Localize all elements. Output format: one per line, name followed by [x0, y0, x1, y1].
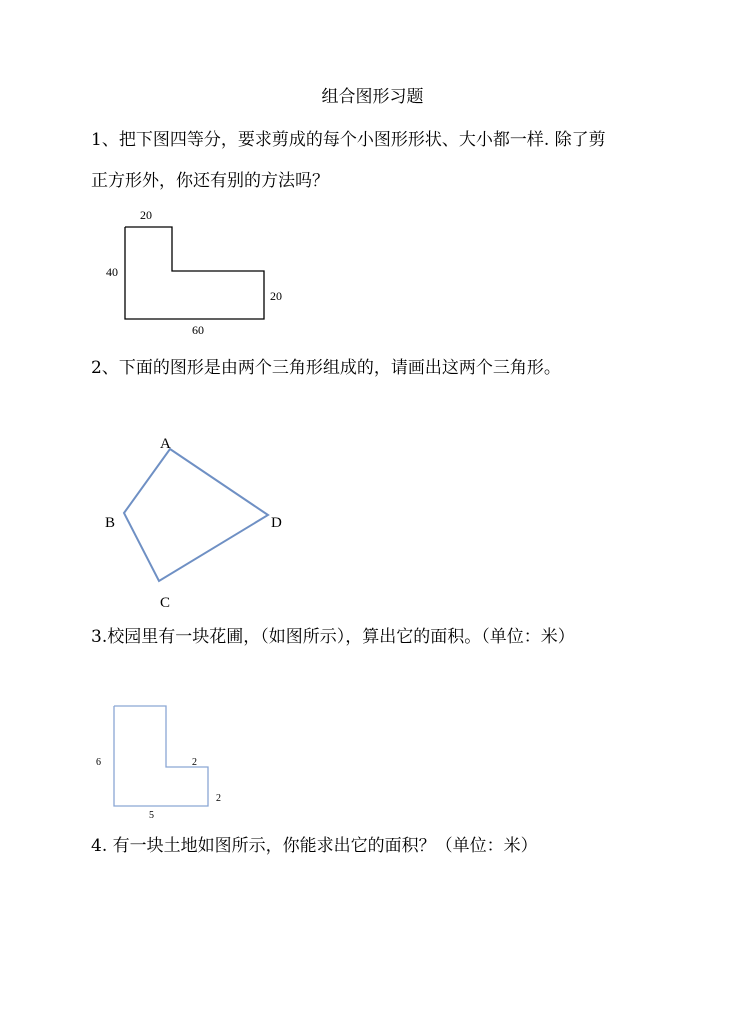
figure-3-left-label: 6: [96, 757, 101, 768]
figure-3-bottom-label: 5: [149, 810, 154, 821]
figure-3-right-label: 2: [216, 793, 221, 804]
quadrilateral-outline: [124, 449, 268, 581]
vertex-d-label: D: [271, 515, 282, 531]
question-4-text: 4. 有一块土地如图所示，你能求出它的面积？（单位：米）: [91, 836, 538, 856]
question-2-text: 2、下面的图形是由两个三角形组成的，请画出这两个三角形。: [91, 358, 561, 378]
figure-1-right-label: 20: [270, 289, 282, 303]
figure-1-top-label: 20: [140, 208, 152, 222]
figure-1-bottom-label: 60: [192, 323, 204, 337]
question-3-text: 3.校园里有一块花圃，（如图所示），算出它的面积。（单位：米）: [91, 627, 575, 647]
l-shape-figure-3-outline: [114, 706, 208, 806]
figure-3-inner-label: 2: [192, 757, 197, 768]
vertex-a-label: A: [160, 436, 171, 452]
vertex-c-label: C: [160, 595, 171, 611]
vertex-b-label: B: [105, 515, 116, 531]
question-1-line-2: 正方形外，你还有别的方法吗？: [91, 171, 329, 191]
page-title: 组合图形习题: [321, 87, 424, 107]
question-1-line-1: 1、把下图四等分，要求剪成的每个小图形形状、大小都一样. 除了剪: [91, 130, 606, 150]
figure-1-left-label: 40: [106, 265, 118, 279]
l-shape-figure-1-outline: [125, 227, 264, 319]
